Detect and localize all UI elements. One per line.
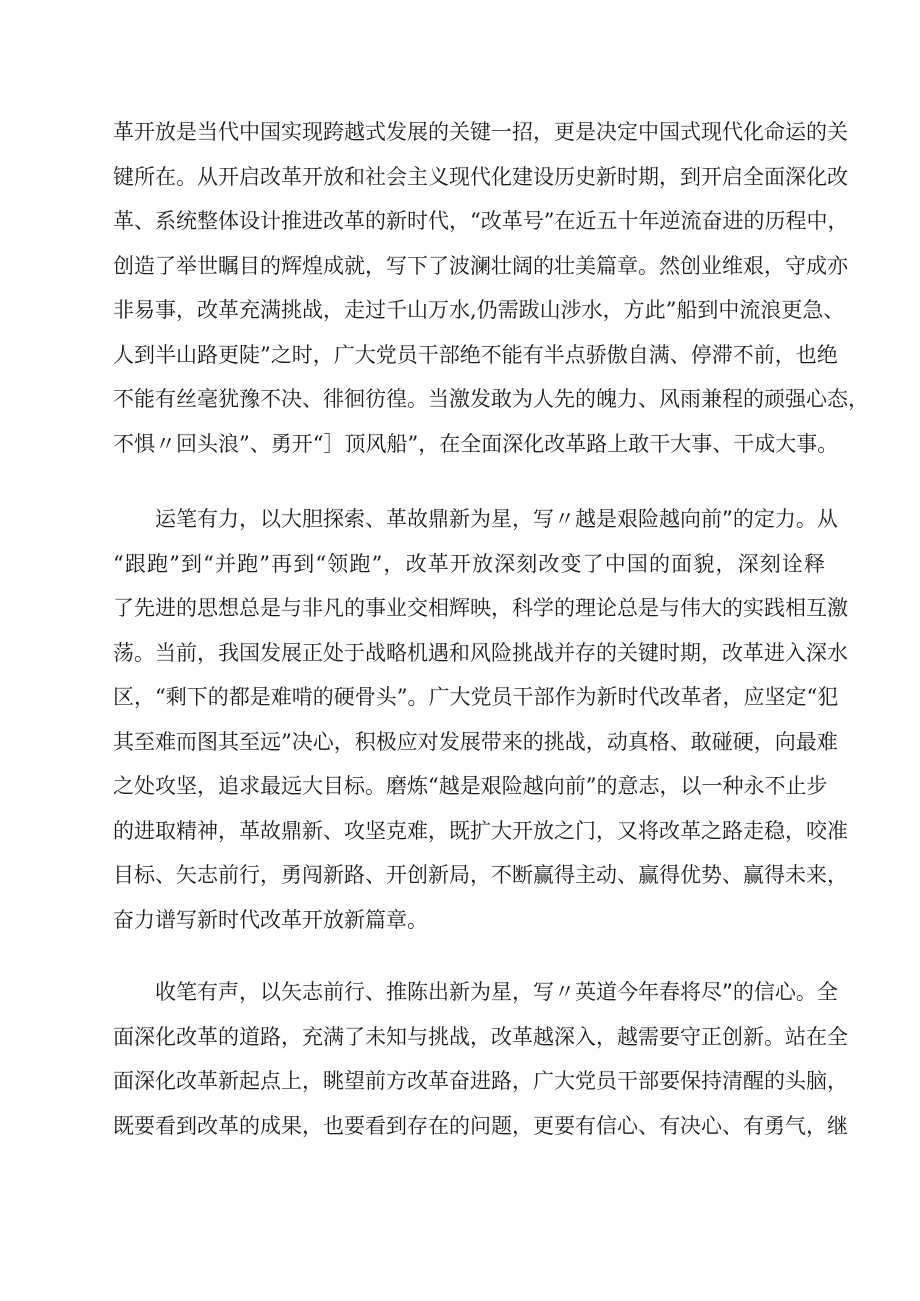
paragraph-1-line-4: 创造了举世瞩目的辉煌成就，写下了波澜壮阔的壮美篇章。然创业维艰，守成亦 (113, 253, 848, 278)
paragraph-2-line-5: 其至难而图其至远”决心，积极应对发展带来的挑战，动真格、敢碰硬，向最难 (113, 729, 838, 754)
paragraph-1-line-1: 革开放是当代中国实现跨越式发展的关键一招，更是决定中国式现代化命运的关 (113, 120, 848, 144)
paragraph-1-line-6: 人到半山路更陡”之时，广大党员干部绝不能有半点骄傲自满、停滞不前，也绝 (113, 342, 838, 367)
paragraph-1-line-8: 不惧〃回头浪”、勇开“］顶风船”，在全面深化改革路上敢干大事、干成大事。 (113, 431, 839, 456)
paragraph-3-line-1: 面深化改革的道路，充满了未知与挑战，改革越深入，越需要守正创新。站在全 (113, 1024, 848, 1049)
paragraph-2-line-8: 目标、矢志前行，勇闯新路、开创新局，不断赢得主动、赢得优势、赢得未来， (113, 863, 848, 887)
paragraph-3-line-3: 既要看到改革的成果，也要看到存在的问题，更要有信心、有决心、有勇气，继 (113, 1113, 848, 1138)
paragraph-3-heading-tail: 。全 (795, 980, 838, 1004)
paragraph-3-heading-line (113, 970, 838, 1015)
paragraph-2-line-9: 奋力谱写新时代改革开放新篇章。 (113, 907, 428, 932)
paragraph-1-line-2: 键所在。从开启改革开放和社会主义现代化建设历史新时期，到开启全面深化改 (113, 164, 848, 189)
paragraph-1-line-3: 革、系统整体设计推进改革的新时代，“改革号”在近五十年逆流奋进的历程中， (113, 209, 849, 233)
paragraph-1-line-7: 不能有丝毫犹豫不决、徘徊彷徨。当激发敢为人先的魄力、风雨兼程的顽强心态， (113, 387, 869, 411)
paragraph-2-line-1: “跟跑”到“并跑”再到“领跑”，改革开放深刻改变了中国的面貌，深刻诠释 (113, 551, 825, 576)
paragraph-2-heading: 运笔有力，以大胆探索、革故鼎新为星，写〃越是艰险越向前”的定 (155, 507, 775, 531)
paragraph-2-line-4: 区，“剩下的都是难啃的硬骨头”。广大党员干部作为新时代改革者，应坚定“犯 (113, 685, 839, 709)
paragraph-1-line-5: 非易事，改革充满挑战，走过千山万水,仍需跋山涉水，方此”船到中流浪更急、 (113, 298, 845, 322)
paragraph-3-heading: 收笔有声，以矢志前行、推陈出新为星，写〃英道今年春将尽”的信心 (155, 980, 796, 1004)
paragraph-2-line-3: 荡。当前，我国发展正处于战略机遇和风险挑战并存的关键时期，改革进入深水 (113, 640, 848, 665)
paragraph-2 (113, 497, 848, 942)
paragraph-2-heading-tail: 力。从 (774, 507, 838, 531)
paragraph-3 (113, 970, 848, 1148)
paragraph-3-line-2: 面深化改革新起点上，眺望前方改革奋进路，广大党员干部要保持清醒的头脑， (113, 1069, 848, 1093)
paragraph-2-line-7: 的进取精神，革故鼎新、攻坚克难，既扩大开放之门，又将改革之路走稳，咬准 (113, 818, 848, 843)
paragraph-2-line-2: 了先进的思想总是与非凡的事业交相辉映，科学的理论总是与伟大的实践相互激 (113, 596, 848, 620)
paragraph-2-heading-line (113, 497, 838, 542)
paragraph-1 (113, 110, 869, 466)
paragraph-2-line-6: 之处攻坚，追求最远大目标。磨炼“越是艰险越向前”的意志，以一种永不止步 (113, 774, 828, 798)
